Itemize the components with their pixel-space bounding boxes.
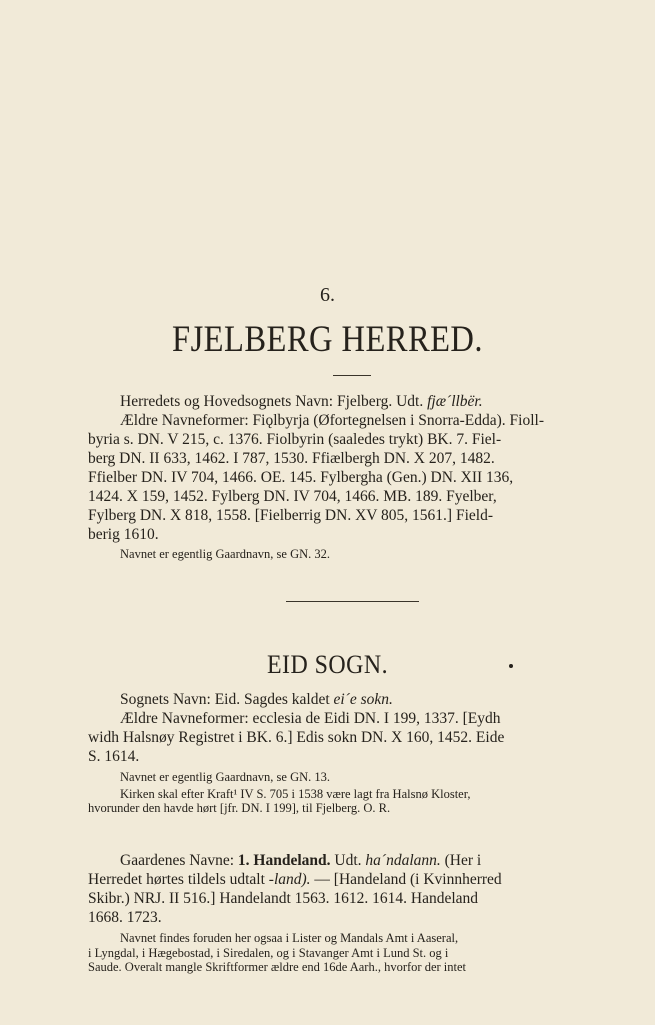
gaardene-line-2 bbox=[88, 870, 618, 889]
herred-note: Navnet er egentlig Gaardnavn, se GN. 32. bbox=[120, 547, 330, 561]
short-divider bbox=[333, 375, 371, 376]
stray-mark bbox=[509, 664, 513, 668]
herred-line-8: berig 1610. bbox=[88, 526, 159, 543]
eid-pronunciation: ei´e sokn. bbox=[333, 691, 393, 708]
gaardene-label: Gaardenes Navne: bbox=[120, 852, 238, 869]
eid-text: Sognets Navn: Eid. Sagdes kaldet bbox=[120, 691, 334, 708]
eid-heading-wrap bbox=[0, 650, 655, 680]
eid-heading: EID SOGN. bbox=[266, 650, 389, 679]
pronunciation: fjæ´llbër. bbox=[427, 393, 483, 410]
herred-line-4: berg DN. II 633, 1462. I 787, 1530. Ffiælbergh DN. X 207, 1482. bbox=[88, 450, 495, 467]
section-number: 6. bbox=[320, 284, 335, 306]
herred-paragraph bbox=[88, 392, 618, 562]
gaardene-aside: (Her i bbox=[440, 852, 482, 869]
gaardene-paragraph bbox=[88, 851, 618, 975]
eid-paragraph bbox=[88, 690, 618, 816]
herred-line-1 bbox=[88, 392, 618, 411]
page-title: FJELBERG HERRED. bbox=[172, 319, 483, 360]
herred-line-5: Ffielber DN. IV 704, 1466. OE. 145. Fylbergha (Gen.) DN. XII 136, bbox=[88, 469, 514, 486]
gaardene-line-1 bbox=[88, 851, 618, 870]
section-divider bbox=[286, 601, 419, 602]
herred-line-3: byria s. DN. V 215, c. 1376. Fiolbyrin (saaledes trykt) BK. 7. Fiel- bbox=[88, 431, 502, 448]
farm-name: Handeland. bbox=[249, 852, 331, 869]
herred-line-6: 1424. X 159, 1452. Fylberg DN. IV 704, 1466. MB. 189. Fyelber, bbox=[88, 488, 497, 505]
gaardene-line-4: 1668. 1723. bbox=[88, 909, 162, 926]
gaardene-line-3: Skibr.) NRJ. II 516.] Handelandt 1563. 1612. 1614. Handeland bbox=[88, 890, 479, 907]
eid-note-2a: Kirken skal efter Kraft¹ IV S. 705 i 1538 være lagt fra Halsnø Kloster, bbox=[120, 786, 471, 801]
eid-line-2: Ældre Navneformer: ecclesia de Eidi DN. I 199, 1337. [Eydh bbox=[120, 710, 501, 727]
herred-line-2: Ældre Navneformer: Fiǫlbyrja (Øfortegnelsen i Snorra-Edda). Fioll- bbox=[120, 412, 544, 429]
eid-note-1: Navnet er egentlig Gaardnavn, se GN. 13. bbox=[120, 770, 330, 784]
gaardene-note-3: Saude. Overalt mangle Skriftformer ældre end 16de Aarh., hvorfor der intet bbox=[88, 960, 467, 974]
eid-line-3: widh Halsnøy Registret i BK. 6.] Edis sokn DN. X 160, 1452. Eide bbox=[88, 729, 505, 746]
farm-pronunciation: ha´ndalann. bbox=[365, 852, 441, 869]
eid-note-2b: hvorunder den havde hørt [jfr. DN. I 199], til Fjelberg. O. R. bbox=[88, 801, 391, 815]
eid-line-1 bbox=[88, 690, 618, 709]
herred-text: Herredets og Hovedsognets Navn: Fjelberg. Udt. bbox=[120, 393, 428, 410]
gaardene-text: Herredet hørtes tildels udtalt bbox=[88, 871, 269, 888]
herred-line-7: Fylberg DN. X 818, 1558. [Fielberrig DN. XV 805, 1561.] Field- bbox=[88, 507, 493, 524]
farm-number: 1. bbox=[237, 852, 250, 869]
eid-line-4: S. 1614. bbox=[88, 748, 140, 765]
suffix-pronunciation: -land). bbox=[268, 871, 311, 888]
gaardene-text-2: — [Handeland (i Kvinnherred bbox=[310, 871, 502, 888]
gaardene-note-1: Navnet findes foruden her ogsaa i Lister og Mandals Amt i Aaseral, bbox=[120, 931, 459, 945]
page-heading-wrap bbox=[0, 318, 655, 361]
gaardene-note-2: i Lyngdal, i Hægebostad, i Siredalen, og i Stavanger Amt i Lund St. og i bbox=[88, 945, 449, 960]
udt-label: Udt. bbox=[330, 852, 366, 869]
